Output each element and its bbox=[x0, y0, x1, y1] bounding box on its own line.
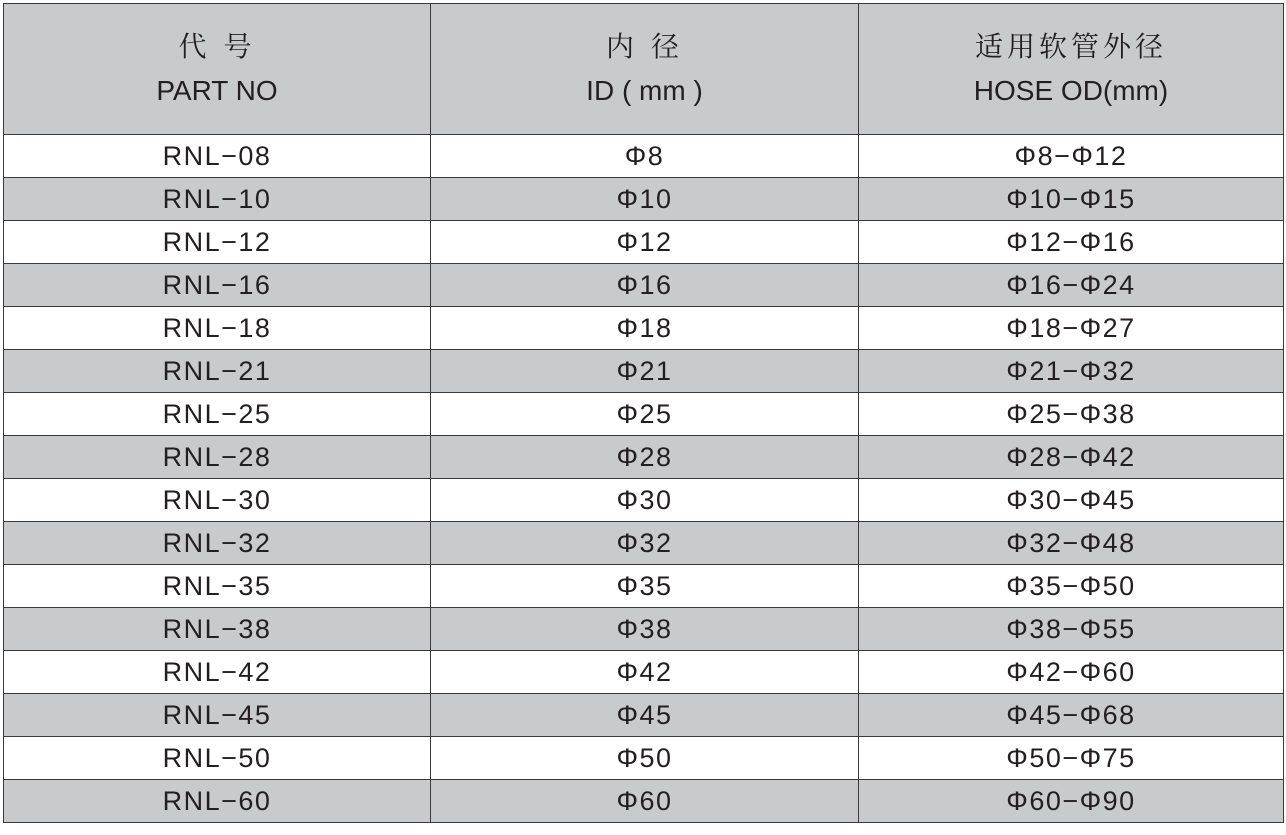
table-row bbox=[4, 651, 1284, 694]
part-no-cell: RNL−32 bbox=[4, 522, 431, 565]
hose-od-cell: Φ30−Φ45 bbox=[859, 479, 1284, 522]
hose-od-cell: Φ32−Φ48 bbox=[859, 522, 1284, 565]
header-part-no-en: PART NO bbox=[156, 75, 278, 106]
inner-diameter-cell: Φ10 bbox=[431, 178, 859, 221]
part-no-cell: RNL−30 bbox=[4, 479, 431, 522]
inner-diameter-cell: Φ8 bbox=[431, 135, 859, 178]
part-no-cell: RNL−12 bbox=[4, 221, 431, 264]
inner-diameter-cell: Φ32 bbox=[431, 522, 859, 565]
table-row bbox=[4, 436, 1284, 479]
table-row bbox=[4, 737, 1284, 780]
hose-od-cell: Φ60−Φ90 bbox=[859, 780, 1284, 823]
part-no-cell: RNL−21 bbox=[4, 350, 431, 393]
hose-od-cell: Φ50−Φ75 bbox=[859, 737, 1284, 780]
inner-diameter-cell: Φ16 bbox=[431, 264, 859, 307]
inner-diameter-cell: Φ60 bbox=[431, 780, 859, 823]
table-header-row bbox=[4, 4, 1284, 135]
inner-diameter-cell: Φ30 bbox=[431, 479, 859, 522]
inner-diameter-cell: Φ25 bbox=[431, 393, 859, 436]
part-no-cell: RNL−50 bbox=[4, 737, 431, 780]
inner-diameter-cell: Φ28 bbox=[431, 436, 859, 479]
part-no-cell: RNL−25 bbox=[4, 393, 431, 436]
inner-diameter-cell: Φ42 bbox=[431, 651, 859, 694]
hose-od-cell: Φ35−Φ50 bbox=[859, 565, 1284, 608]
part-no-cell: RNL−16 bbox=[4, 264, 431, 307]
inner-diameter-cell: Φ12 bbox=[431, 221, 859, 264]
header-hose-od-en: HOSE OD(mm) bbox=[973, 75, 1169, 106]
hose-od-cell: Φ28−Φ42 bbox=[859, 436, 1284, 479]
table-body bbox=[4, 135, 1284, 823]
inner-diameter-cell: Φ18 bbox=[431, 307, 859, 350]
part-no-cell: RNL−28 bbox=[4, 436, 431, 479]
table-row bbox=[4, 608, 1284, 651]
header-inner-diameter bbox=[431, 4, 859, 135]
table-row bbox=[4, 221, 1284, 264]
part-no-cell: RNL−18 bbox=[4, 307, 431, 350]
table-row bbox=[4, 522, 1284, 565]
hose-od-cell: Φ25−Φ38 bbox=[859, 393, 1284, 436]
part-no-cell: RNL−60 bbox=[4, 780, 431, 823]
part-no-cell: RNL−08 bbox=[4, 135, 431, 178]
inner-diameter-cell: Φ45 bbox=[431, 694, 859, 737]
header-part-no bbox=[4, 4, 431, 135]
hose-od-cell: Φ45−Φ68 bbox=[859, 694, 1284, 737]
inner-diameter-cell: Φ21 bbox=[431, 350, 859, 393]
part-no-cell: RNL−45 bbox=[4, 694, 431, 737]
table-row bbox=[4, 479, 1284, 522]
table-row bbox=[4, 307, 1284, 350]
part-no-cell: RNL−38 bbox=[4, 608, 431, 651]
inner-diameter-cell: Φ50 bbox=[431, 737, 859, 780]
table-row bbox=[4, 350, 1284, 393]
inner-diameter-cell: Φ38 bbox=[431, 608, 859, 651]
table-row bbox=[4, 178, 1284, 221]
header-part-no-cn: 代 号 bbox=[178, 30, 256, 63]
hose-od-cell: Φ8−Φ12 bbox=[859, 135, 1284, 178]
table-row bbox=[4, 694, 1284, 737]
part-no-cell: RNL−10 bbox=[4, 178, 431, 221]
hose-od-cell: Φ21−Φ32 bbox=[859, 350, 1284, 393]
hose-od-cell: Φ10−Φ15 bbox=[859, 178, 1284, 221]
header-hose-od-cn: 适用软管外径 bbox=[974, 30, 1167, 63]
table-row bbox=[4, 135, 1284, 178]
header-hose-od bbox=[859, 4, 1284, 135]
table-row bbox=[4, 780, 1284, 823]
header-inner-diameter-en: ID ( mm ) bbox=[586, 75, 703, 106]
table-row bbox=[4, 264, 1284, 307]
hose-od-cell: Φ42−Φ60 bbox=[859, 651, 1284, 694]
table-row bbox=[4, 565, 1284, 608]
header-inner-diameter-cn: 内 径 bbox=[606, 30, 683, 63]
hose-od-cell: Φ16−Φ24 bbox=[859, 264, 1284, 307]
inner-diameter-cell: Φ35 bbox=[431, 565, 859, 608]
hose-od-cell: Φ18−Φ27 bbox=[859, 307, 1284, 350]
hose-od-cell: Φ12−Φ16 bbox=[859, 221, 1284, 264]
spec-table bbox=[3, 3, 1284, 823]
part-no-cell: RNL−42 bbox=[4, 651, 431, 694]
table-row bbox=[4, 393, 1284, 436]
part-no-cell: RNL−35 bbox=[4, 565, 431, 608]
hose-od-cell: Φ38−Φ55 bbox=[859, 608, 1284, 651]
